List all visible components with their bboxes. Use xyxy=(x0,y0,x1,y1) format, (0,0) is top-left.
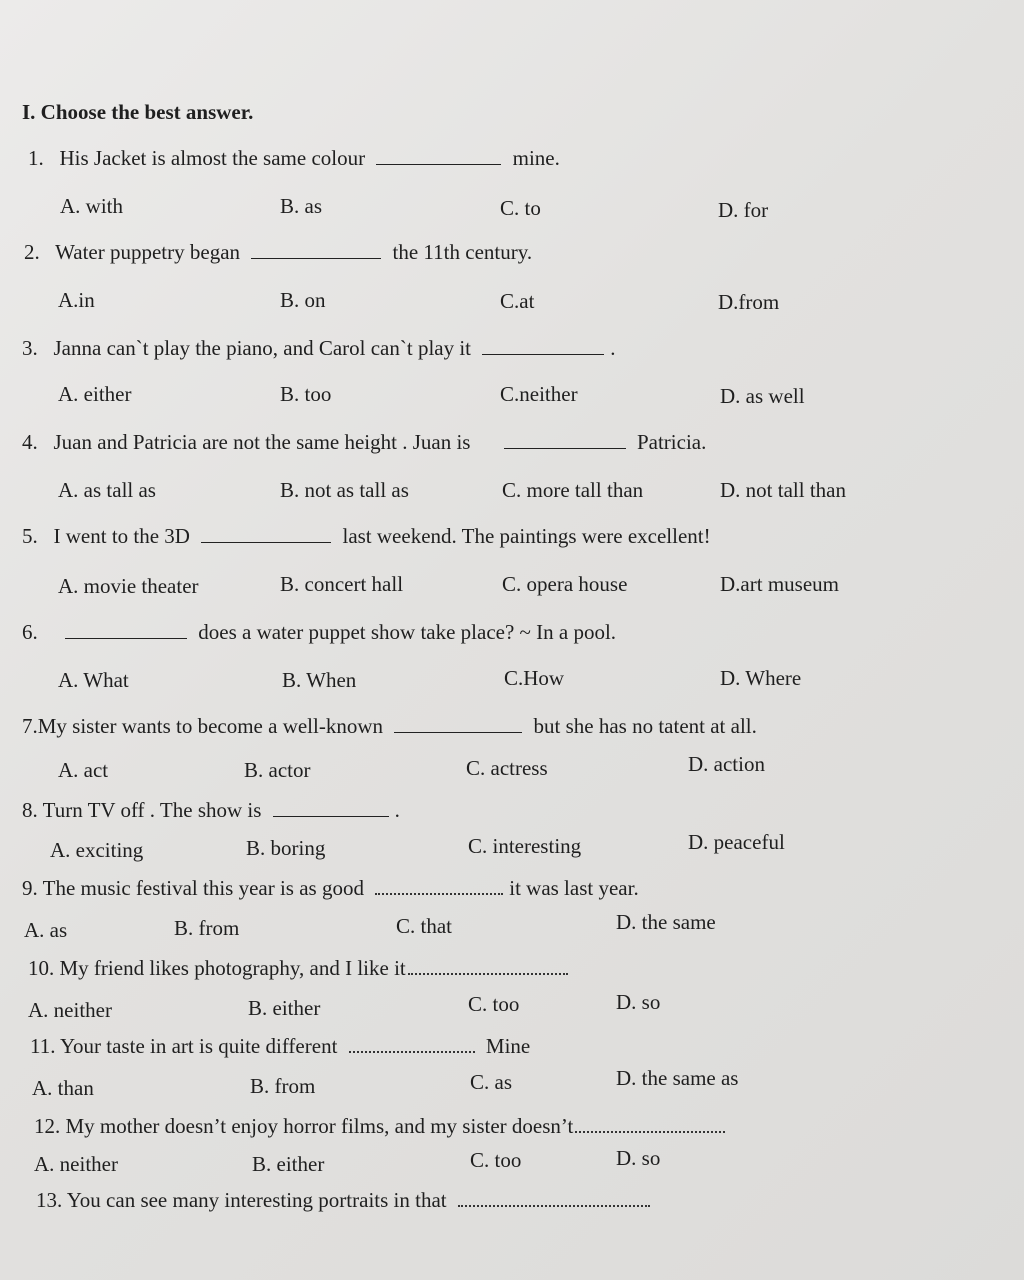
option-b[interactable]: B. actor xyxy=(244,758,311,782)
option-a[interactable]: A.in xyxy=(58,288,95,312)
question-text: Janna can`t play the piano, and Carol can`t play it xyxy=(53,336,472,360)
option-c[interactable]: C. opera house xyxy=(502,572,628,596)
option-a[interactable]: A. neither xyxy=(28,998,112,1022)
option-a[interactable]: A. exciting xyxy=(50,838,144,862)
option-a[interactable]: A. as xyxy=(24,918,68,942)
option-b[interactable]: B. concert hall xyxy=(280,572,404,596)
option-c[interactable]: C.How xyxy=(504,666,565,690)
option-a[interactable]: A. with xyxy=(60,194,123,218)
option-d[interactable]: D. not tall than xyxy=(720,478,846,502)
option-d[interactable]: D. action xyxy=(688,752,765,776)
option-d[interactable]: D. as well xyxy=(720,384,805,408)
question-number: 4. xyxy=(22,430,38,454)
question-text: Your taste in art is quite different xyxy=(59,1034,338,1058)
question-7 xyxy=(22,714,757,739)
option-b[interactable]: B. When xyxy=(282,668,357,692)
question-text-end: mine. xyxy=(512,146,560,170)
question-text-end: last weekend. The paintings were excellent! xyxy=(342,524,711,548)
answer-blank[interactable] xyxy=(201,524,331,543)
option-b[interactable]: B. not as tall as xyxy=(280,478,409,502)
question-number: 7. xyxy=(22,714,38,738)
question-text: Water puppetry began xyxy=(55,240,241,264)
answer-blank[interactable] xyxy=(458,1189,650,1207)
question-number: 10. xyxy=(28,956,55,980)
question-text: My sister wants to become a well-known xyxy=(37,714,384,738)
option-c[interactable]: C. more tall than xyxy=(502,478,644,502)
answer-blank[interactable] xyxy=(251,240,381,259)
answer-blank[interactable] xyxy=(376,146,501,165)
question-text: My friend likes photography, and I like it xyxy=(59,956,406,980)
option-c[interactable]: C. too xyxy=(468,992,520,1016)
question-text-end: the 11th century. xyxy=(392,240,533,264)
question-13 xyxy=(36,1188,656,1213)
answer-blank[interactable] xyxy=(575,1115,725,1133)
question-text: Juan and Patricia are not the same height . Juan is xyxy=(53,430,471,454)
option-d[interactable]: D.from xyxy=(718,290,780,314)
question-number: 6. xyxy=(22,620,38,644)
question-number: 9. xyxy=(22,876,38,900)
answer-blank[interactable] xyxy=(273,798,389,817)
option-d[interactable]: D. for xyxy=(718,198,769,222)
option-b[interactable]: B. from xyxy=(174,916,240,940)
option-d[interactable]: D.art museum xyxy=(720,572,839,596)
option-d[interactable]: D. the same as xyxy=(616,1066,739,1090)
answer-blank[interactable] xyxy=(349,1035,475,1053)
option-c[interactable]: C. too xyxy=(470,1148,522,1172)
question-6 xyxy=(22,620,616,645)
option-a[interactable]: A. as tall as xyxy=(58,478,156,502)
question-text: You can see many interesting portraits in that xyxy=(66,1188,447,1212)
option-a[interactable]: A. What xyxy=(58,668,129,692)
question-9 xyxy=(22,876,639,901)
option-c[interactable]: C. as xyxy=(470,1070,512,1094)
option-b[interactable]: B. from xyxy=(250,1074,316,1098)
option-b[interactable]: B. either xyxy=(248,996,321,1020)
question-text-end: does a water puppet show take place? ~ In a pool. xyxy=(198,620,617,644)
option-d[interactable]: D. so xyxy=(616,990,661,1014)
question-text: Turn TV off . The show is xyxy=(42,798,262,822)
question-number: 1. xyxy=(28,146,44,170)
option-a[interactable]: A. neither xyxy=(34,1152,118,1176)
option-b[interactable]: B. too xyxy=(280,382,332,406)
option-b[interactable]: B. either xyxy=(252,1152,325,1176)
question-text-end: Mine xyxy=(485,1034,531,1058)
answer-blank[interactable] xyxy=(65,620,187,639)
option-a[interactable]: A. than xyxy=(32,1076,94,1100)
question-text-end: but she has no tatent at all. xyxy=(533,714,757,738)
option-c[interactable]: C. actress xyxy=(466,756,548,780)
question-number: 12. xyxy=(34,1114,61,1138)
question-text-end: . xyxy=(610,336,616,360)
option-c[interactable]: C. interesting xyxy=(468,834,582,858)
option-c[interactable]: C.at xyxy=(500,289,535,313)
question-text-end: Patricia. xyxy=(636,430,707,454)
section-heading: I. Choose the best answer. xyxy=(22,100,254,124)
question-11 xyxy=(30,1034,530,1059)
question-10 xyxy=(28,956,574,981)
option-d[interactable]: D. peaceful xyxy=(688,830,785,854)
option-b[interactable]: B. as xyxy=(280,194,322,218)
answer-blank[interactable] xyxy=(375,877,503,895)
question-12 xyxy=(34,1114,731,1139)
option-b[interactable]: B. on xyxy=(280,288,326,312)
question-text: The music festival this year is as good xyxy=(42,876,364,900)
option-d[interactable]: D. Where xyxy=(720,666,802,690)
answer-blank[interactable] xyxy=(482,336,604,355)
option-c[interactable]: C. that xyxy=(396,914,452,938)
question-5 xyxy=(22,524,711,549)
question-3 xyxy=(22,336,616,361)
answer-blank[interactable] xyxy=(408,957,568,975)
question-number: 8. xyxy=(22,798,38,822)
question-text-end: . xyxy=(394,798,400,822)
option-a[interactable]: A. act xyxy=(58,758,109,782)
question-2 xyxy=(24,240,532,265)
option-b[interactable]: B. boring xyxy=(246,836,326,860)
option-a[interactable]: A. either xyxy=(58,382,132,406)
answer-blank[interactable] xyxy=(504,430,626,449)
option-c[interactable]: C.neither xyxy=(500,382,578,406)
question-text-end: it was last year. xyxy=(509,876,639,900)
question-number: 2. xyxy=(24,240,40,264)
question-1 xyxy=(28,146,560,171)
question-number: 3. xyxy=(22,336,38,360)
question-text: I went to the 3D xyxy=(53,524,190,548)
option-d[interactable]: D. so xyxy=(616,1146,661,1170)
option-a[interactable]: A. movie theater xyxy=(58,574,199,598)
option-c[interactable]: C. to xyxy=(500,196,541,220)
question-4 xyxy=(22,430,706,455)
question-text: His Jacket is almost the same colour xyxy=(59,146,366,170)
question-number: 13. xyxy=(36,1188,63,1212)
question-8 xyxy=(22,798,400,823)
answer-blank[interactable] xyxy=(394,714,522,733)
question-number: 5. xyxy=(22,524,38,548)
option-d[interactable]: D. the same xyxy=(616,910,716,934)
question-text: My mother doesn’t enjoy horror films, and my sister doesn’t xyxy=(65,1114,574,1138)
question-number: 11. xyxy=(30,1034,56,1058)
